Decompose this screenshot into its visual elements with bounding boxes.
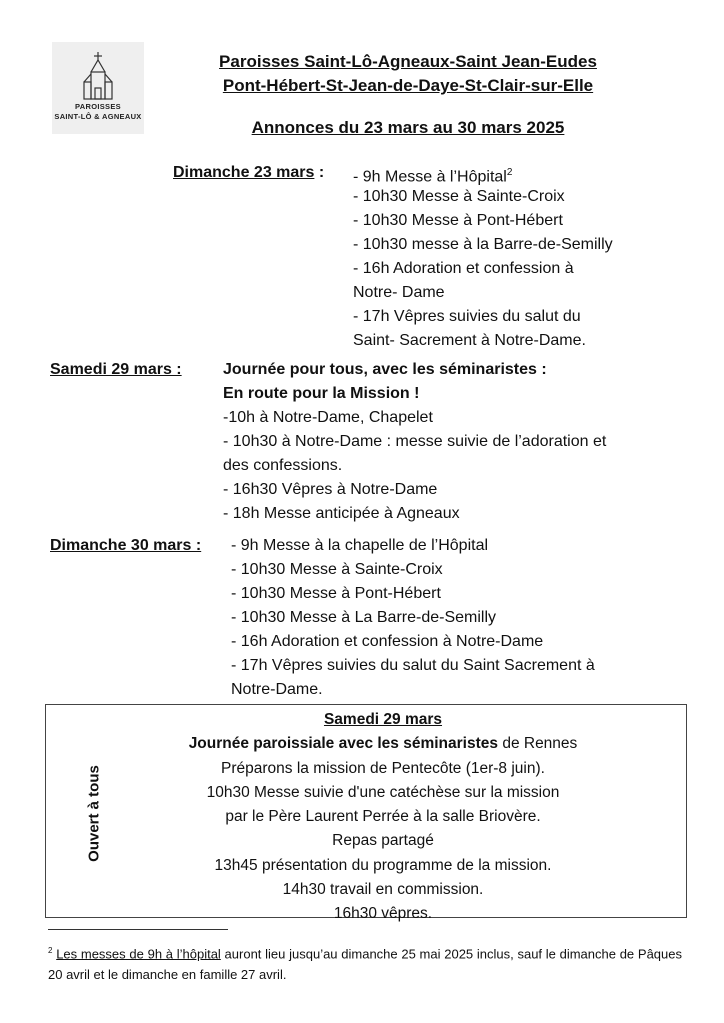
logo-line2: SAINT-LÔ & AGNEAUX: [54, 112, 142, 121]
saturday29-label: Samedi 29 mars :: [50, 361, 182, 378]
box-line: 10h30 Messe suivie d'une catéchèse sur la mission: [206, 783, 560, 801]
title-line2: Pont-Hébert-St-Jean-de-Daye-St-Clair-sur-Elle: [222, 76, 594, 95]
announcements-title: Annonces du 23 mars au 30 mars 2025: [251, 118, 565, 137]
sunday30-line: - 10h30 Messe à Pont-Hébert: [231, 585, 441, 602]
saturday29-bold2: En route pour la Mission !: [223, 385, 420, 402]
footnote-divider: [48, 929, 228, 930]
sunday23-line: - 10h30 Messe à Sainte-Croix: [353, 188, 565, 205]
saturday29-line: - 16h30 Vêpres à Notre-Dame: [223, 481, 438, 498]
footnote-number: 2: [48, 946, 53, 955]
box-line1-rest: de Rennes: [498, 735, 578, 753]
sunday30-line: - 9h Messe à la chapelle de l’Hôpital: [231, 537, 489, 554]
footnote-ref: 2: [506, 167, 513, 178]
sunday23-line: Notre- Dame: [353, 284, 445, 301]
box-line: 16h30 vêpres.: [333, 905, 433, 923]
sunday23-line: - 10h30 messe à la Barre-de-Semilly: [353, 236, 613, 253]
box-content: [90, 708, 676, 927]
sunday30-label: Dimanche 30 mars :: [50, 537, 202, 554]
sunday23-line: - 10h30 Messe à Pont-Hébert: [353, 212, 563, 229]
box-line-1: [90, 732, 676, 756]
footnote: [48, 940, 682, 985]
saturday29-line: -10h à Notre-Dame, Chapelet: [223, 409, 433, 426]
saturday29-line: - 18h Messe anticipée à Agneaux: [223, 505, 460, 522]
sunday23-line0: - 9h Messe à l’Hôpital: [353, 168, 507, 186]
sunday30-line: Notre-Dame.: [231, 681, 323, 698]
box-line: 14h30 travail en commission.: [282, 881, 484, 899]
title-line1: Paroisses Saint-Lô-Agneaux-Saint Jean-Eudes: [219, 52, 597, 71]
box-line1-bold: Journée paroissiale avec les séminaristes: [188, 735, 499, 753]
sunday30-line: - 10h30 Messe à La Barre-de-Semilly: [231, 609, 497, 626]
logo-line1: PAROISSES: [75, 102, 121, 111]
sunday23-label: Dimanche 23 mars: [173, 164, 315, 181]
sunday30-line: - 10h30 Messe à Sainte-Croix: [231, 561, 443, 578]
box-title: Samedi 29 mars: [323, 711, 443, 728]
sunday23-line: - 16h Adoration et confession à: [353, 260, 574, 277]
footnote-text: auront lieu jusqu’au dimanche 25 mai 2025 inclus, sauf le dimanche de Pâques 20 avril et le dimanche en famille 27 avril.: [48, 946, 682, 983]
saturday29-line: - 10h30 à Notre-Dame : messe suivie de l’adoration et: [223, 433, 607, 450]
box-line: 13h45 présentation du programme de la mission.: [214, 856, 552, 874]
saturday29-bold1: Journée pour tous, avec les séminaristes :: [223, 361, 547, 378]
box-line: Repas partagé: [332, 832, 434, 850]
sunday23-colon: :: [314, 164, 325, 181]
saturday29-line: des confessions.: [223, 457, 343, 474]
open-to-all-label: Ouvert à tous: [85, 765, 103, 862]
sunday23-heading: [173, 161, 324, 185]
sunday23-line: - 17h Vêpres suivies du salut du: [353, 308, 581, 325]
footnote-underlined: Les messes de 9h à l’hôpital: [56, 946, 221, 962]
box-line: par le Père Laurent Perrée à la salle Briovère.: [225, 808, 541, 826]
box-line: Préparons la mission de Pentecôte (1er-8 juin).: [221, 759, 545, 777]
sunday30-line: - 16h Adoration et confession à Notre-Dame: [231, 633, 544, 650]
sunday23-line: Saint- Sacrement à Notre-Dame.: [353, 332, 586, 349]
sunday30-line: - 17h Vêpres suivies du salut du Saint Sacrement à: [231, 657, 595, 674]
